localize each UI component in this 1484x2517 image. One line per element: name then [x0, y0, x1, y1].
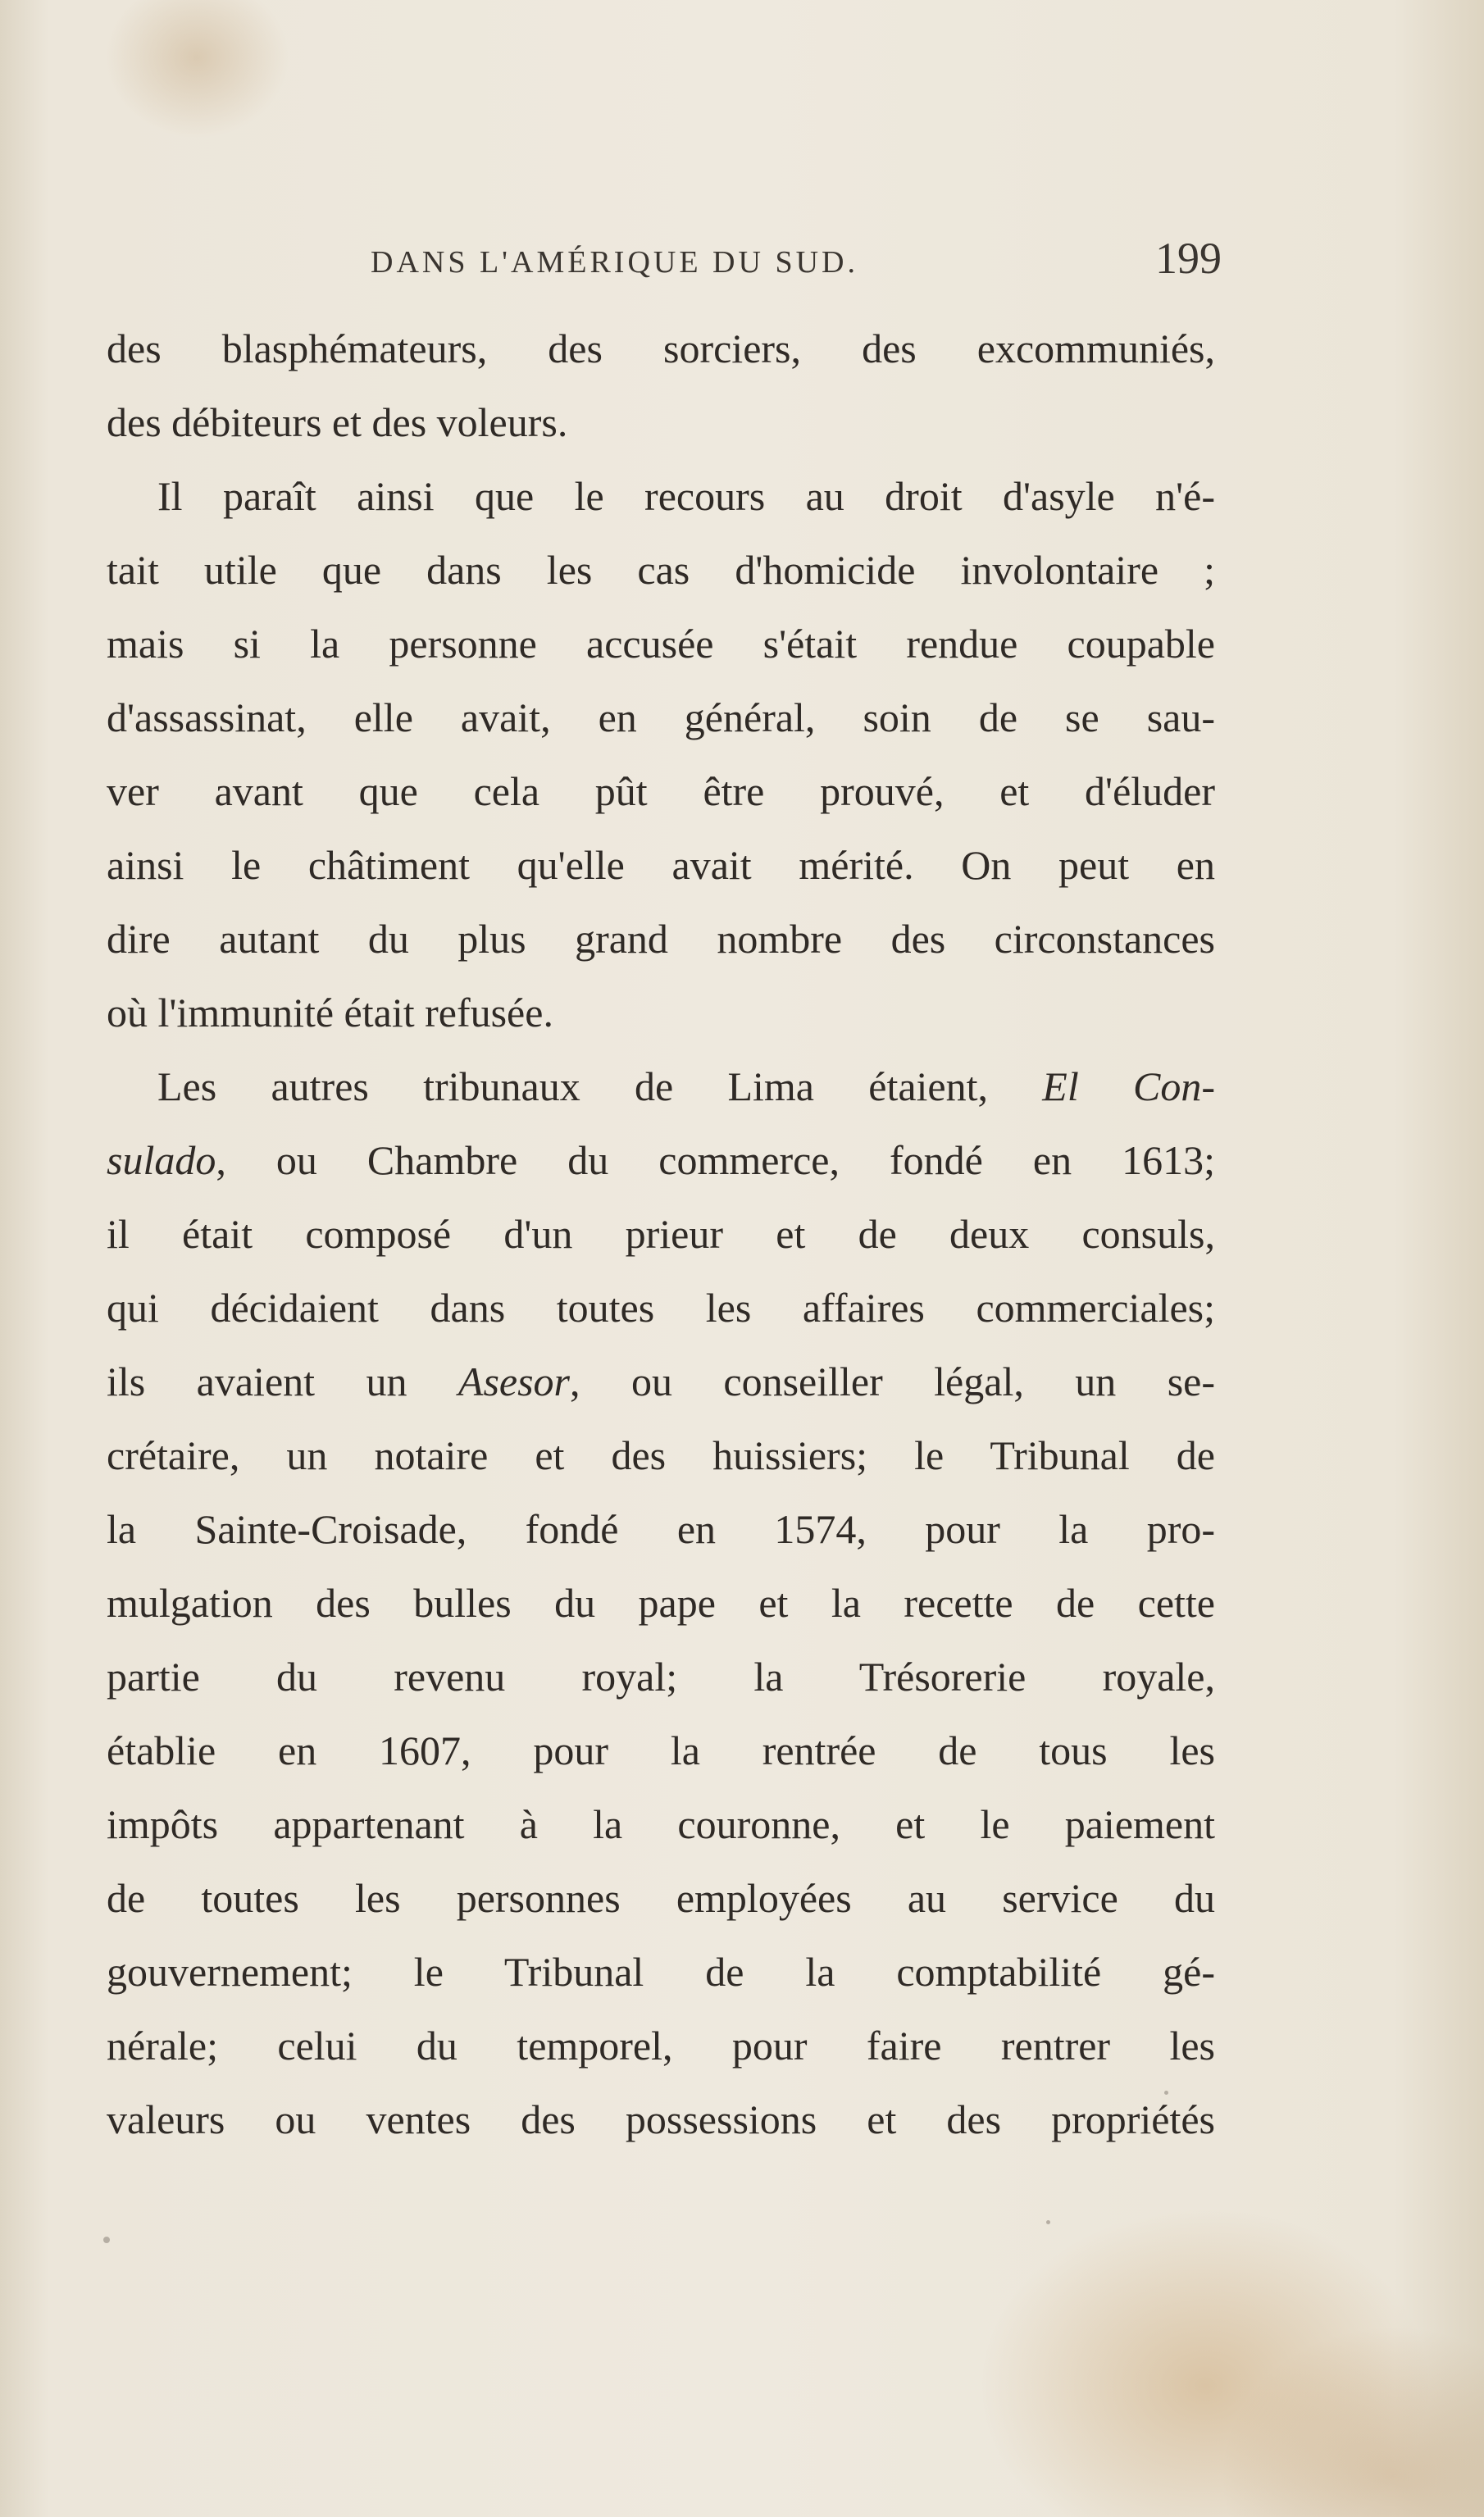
- text-line: d'assassinat, elle avait, en général, soin de se sau-: [107, 694, 1215, 740]
- paper-speck: [103, 2237, 110, 2243]
- text-line: il était composé d'un prieur et de deux consuls,: [107, 1211, 1215, 1257]
- text-line: ainsi le châtiment qu'elle avait mérité. On peut en: [107, 842, 1215, 888]
- text-line: qui décidaient dans toutes les affaires commerciales;: [107, 1285, 1215, 1331]
- text-line: valeurs ou ventes des possessions et des propriétés: [107, 2096, 1215, 2142]
- text-run: Les autres tribunaux de Lima étaient,: [157, 1063, 989, 1109]
- text-line: mais si la personne accusée s'était rendue coupable: [107, 621, 1215, 667]
- text-line: dire autant du plus grand nombre des circonstances: [107, 916, 1215, 962]
- text-line: [107, 1345, 1215, 1418]
- italic-term: sulado: [107, 1137, 216, 1183]
- text-line: nérale; celui du temporel, pour faire rentrer les: [107, 2023, 1215, 2069]
- text-line: Il paraît ainsi que le recours au droit d'asyle n'é-: [157, 473, 1215, 519]
- paper-speck: [1164, 2091, 1168, 2095]
- text-line: la Sainte-Croisade, fondé en 1574, pour la pro-: [107, 1506, 1215, 1552]
- text-line: établie en 1607, pour la rentrée de tous les: [107, 1727, 1215, 1773]
- text-run: ils avaient un: [107, 1359, 407, 1404]
- text-line: partie du revenu royal; la Trésorerie royale,: [107, 1654, 1215, 1700]
- italic-term: El Con-: [1042, 1063, 1216, 1109]
- page-number: 199: [1155, 234, 1222, 283]
- text-line: impôts appartenant à la couronne, et le paiement: [107, 1801, 1215, 1847]
- text-line: mulgation des bulles du pape et la recette de cette: [107, 1580, 1215, 1626]
- text-line: [107, 1123, 1215, 1197]
- paper-speck: [1046, 2220, 1050, 2224]
- text-run: , ou conseiller légal, un se-: [570, 1359, 1215, 1404]
- page-header: [371, 234, 1222, 295]
- text-line: des blasphémateurs, des sorciers, des excommuniés,: [107, 325, 1215, 371]
- text-line: des débiteurs et des voleurs.: [107, 399, 568, 445]
- italic-term: Asesor: [457, 1359, 571, 1404]
- text-line: de toutes les personnes employées au service du: [107, 1875, 1215, 1921]
- text-line: où l'immunité était refusée.: [107, 990, 553, 1035]
- text-line: crétaire, un notaire et des huissiers; le Tribunal de: [107, 1432, 1215, 1478]
- running-title: DANS L'AMÉRIQUE DU SUD.: [371, 245, 858, 280]
- text-line: tait utile que dans les cas d'homicide involontaire ;: [107, 547, 1215, 593]
- text-run: , ou Chambre du commerce, fondé en 1613;: [216, 1137, 1215, 1183]
- text-line: gouvernement; le Tribunal de la comptabilité gé-: [107, 1949, 1215, 1995]
- body-text: [107, 312, 1215, 2156]
- text-line: ver avant que cela pût être prouvé, et d'éluder: [107, 768, 1215, 814]
- text-line: [107, 1049, 1215, 1123]
